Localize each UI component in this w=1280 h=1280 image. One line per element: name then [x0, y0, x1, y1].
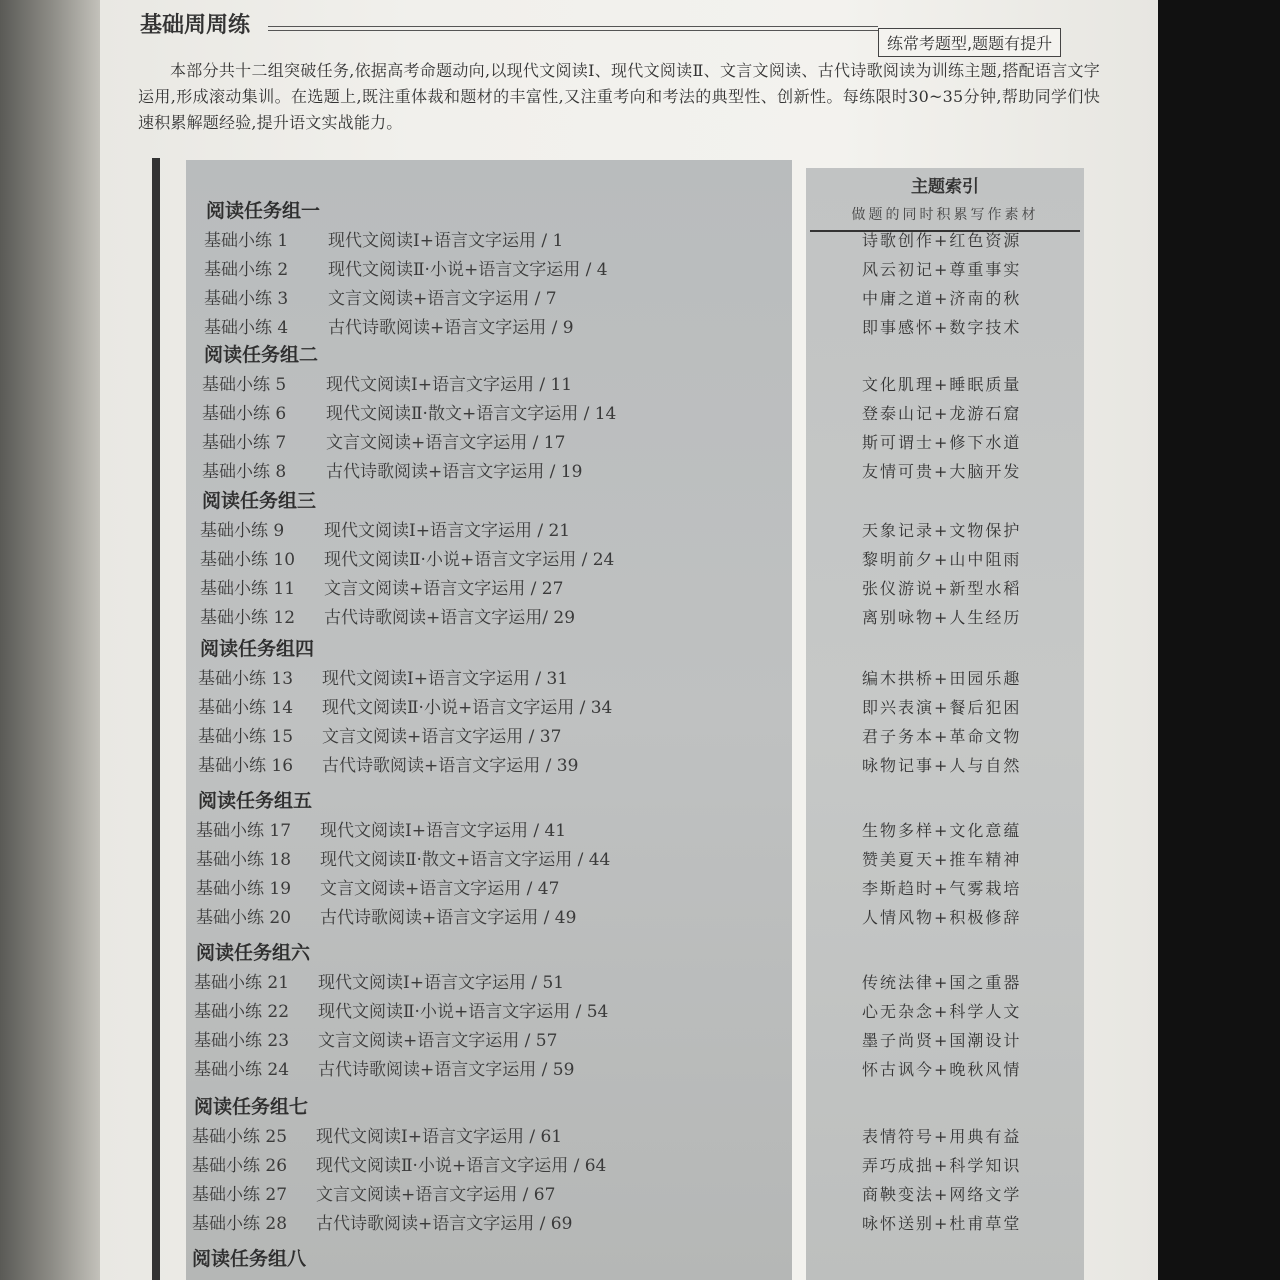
theme-index-title: 主题索引	[911, 177, 979, 197]
background-dark	[1158, 0, 1280, 1280]
theme-entry: 心无杂念+科学人文	[862, 1002, 1022, 1021]
contents-row	[198, 664, 568, 689]
contents-row	[202, 399, 616, 424]
group-title: 阅读任务组一	[206, 200, 321, 222]
theme-entry: 墨子尚贤+国潮设计	[862, 1031, 1022, 1050]
theme-entry: 友情可贵+大脑开发	[862, 462, 1022, 481]
exercise-number: 基础小练 25	[192, 1127, 288, 1147]
contents-row	[194, 997, 608, 1022]
theme-entry: 传统法律+国之重器	[862, 973, 1022, 992]
theme-entry: 中庸之道+济南的秋	[862, 289, 1022, 308]
exercise-title: 现代文阅读Ⅱ·散文+语言文字运用 / 44	[320, 850, 611, 870]
contents-row	[196, 816, 566, 841]
exercise-number: 基础小练 21	[194, 973, 290, 993]
contents-panel	[186, 160, 792, 1280]
exercise-title: 文言文阅读+语言文字运用 / 57	[318, 1031, 558, 1051]
theme-entry: 风云初记+尊重事实	[862, 260, 1022, 279]
exercise-number: 基础小练 2	[204, 260, 289, 280]
exercise-number: 基础小练 24	[194, 1060, 290, 1080]
exercise-number: 基础小练 26	[192, 1156, 288, 1176]
exercise-title: 现代文阅读Ⅰ+语言文字运用 / 51	[318, 973, 565, 993]
contents-row	[194, 1026, 557, 1051]
theme-entry: 赞美夏天+推车精神	[862, 850, 1022, 869]
theme-entry: 怀古讽今+晚秋风情	[862, 1060, 1022, 1079]
section-title: 基础周周练	[140, 13, 251, 38]
exercise-number: 基础小练 18	[196, 850, 292, 870]
exercise-title: 古代诗歌阅读+语言文字运用 / 59	[318, 1060, 575, 1080]
exercise-number: 基础小练 20	[196, 908, 292, 928]
contents-row	[196, 874, 559, 899]
theme-index-subtitle: 做题的同时积累写作素材	[851, 207, 1039, 223]
exercise-title: 现代文阅读Ⅱ·小说+语言文字运用 / 24	[324, 550, 615, 570]
exercise-number: 基础小练 22	[194, 1002, 290, 1022]
contents-row	[192, 1209, 572, 1234]
theme-entry: 弄巧成拙+科学知识	[862, 1156, 1022, 1175]
theme-entry: 人情风物+积极修辞	[862, 908, 1022, 927]
exercise-number: 基础小练 28	[192, 1214, 288, 1234]
contents-row	[196, 845, 610, 870]
theme-entry: 斯可谓士+修下水道	[862, 433, 1022, 452]
section-badge: 练常考题型,题题有提升	[878, 28, 1061, 57]
theme-index-panel	[806, 168, 1084, 1280]
theme-entry: 编木拱桥+田园乐趣	[862, 669, 1022, 688]
exercise-title: 古代诗歌阅读+语言文字运用 / 69	[316, 1214, 573, 1234]
exercise-number: 基础小练 3	[204, 289, 289, 309]
exercise-title: 现代文阅读Ⅰ+语言文字运用 / 41	[320, 821, 567, 841]
exercise-title: 现代文阅读Ⅰ+语言文字运用 / 11	[326, 375, 573, 395]
exercise-title: 文言文阅读+语言文字运用 / 37	[322, 727, 562, 747]
exercise-title: 现代文阅读Ⅰ+语言文字运用 / 21	[324, 521, 571, 541]
contents-row	[200, 516, 570, 541]
theme-entry: 黎明前夕+山中阻雨	[862, 550, 1022, 569]
contents-row	[202, 457, 582, 482]
theme-entry: 咏物记事+人与自然	[862, 756, 1022, 775]
exercise-title: 现代文阅读Ⅱ·小说+语言文字运用 / 34	[322, 698, 613, 718]
exercise-number: 基础小练 19	[196, 879, 292, 899]
exercise-number: 基础小练 7	[202, 433, 287, 453]
theme-entry: 诗歌创作+红色资源	[862, 231, 1022, 250]
exercise-title: 古代诗歌阅读+语言文字运用 / 9	[328, 318, 574, 338]
exercise-number: 基础小练 6	[202, 404, 287, 424]
theme-entry: 商鞅变法+网络文学	[862, 1185, 1022, 1204]
exercise-number: 基础小练 1	[204, 231, 289, 251]
exercise-title: 古代诗歌阅读+语言文字运用 / 49	[320, 908, 577, 928]
theme-entry: 李斯趋时+气雾栽培	[862, 879, 1022, 898]
exercise-title: 现代文阅读Ⅰ+语言文字运用 / 1	[328, 231, 564, 251]
contents-row	[200, 574, 563, 599]
contents-row	[204, 313, 574, 338]
contents-row	[194, 1055, 574, 1080]
exercise-title: 古代诗歌阅读+语言文字运用 / 39	[322, 756, 579, 776]
exercise-title: 现代文阅读Ⅱ·小说+语言文字运用 / 64	[316, 1156, 607, 1176]
group-title: 阅读任务组二	[204, 344, 319, 366]
theme-entry: 即事感怀+数字技术	[862, 318, 1022, 337]
theme-entry: 生物多样+文化意蕴	[862, 821, 1022, 840]
theme-entry: 咏怀送别+杜甫草堂	[862, 1214, 1022, 1233]
contents-row	[192, 1151, 606, 1176]
contents-row	[204, 255, 608, 280]
exercise-number: 基础小练 12	[200, 608, 296, 628]
contents-row	[202, 428, 565, 453]
contents-row	[198, 693, 612, 718]
exercise-title: 文言文阅读+语言文字运用 / 27	[324, 579, 564, 599]
exercise-number: 基础小练 13	[198, 669, 294, 689]
exercise-title: 现代文阅读Ⅰ+语言文字运用 / 31	[322, 669, 569, 689]
exercise-title: 文言文阅读+语言文字运用 / 47	[320, 879, 560, 899]
exercise-number: 基础小练 10	[200, 550, 296, 570]
exercise-number: 基础小练 9	[200, 521, 285, 541]
exercise-title: 现代文阅读Ⅱ·散文+语言文字运用 / 14	[326, 404, 617, 424]
contents-row	[202, 370, 572, 395]
exercise-title: 古代诗歌阅读+语言文字运用 / 19	[326, 462, 583, 482]
contents-row	[196, 903, 576, 928]
exercise-number: 基础小练 15	[198, 727, 294, 747]
group-title: 阅读任务组三	[202, 490, 317, 512]
theme-entry: 离别咏物+人生经历	[862, 608, 1022, 627]
exercise-number: 基础小练 5	[202, 375, 287, 395]
theme-entry: 即兴表演+餐后犯困	[862, 698, 1022, 717]
exercise-number: 基础小练 8	[202, 462, 287, 482]
group-title: 阅读任务组四	[200, 638, 315, 660]
contents-row	[192, 1122, 562, 1147]
exercise-title: 古代诗歌阅读+语言文字运用/ 29	[324, 608, 576, 628]
theme-entry: 登泰山记+龙游石窟	[862, 404, 1022, 423]
group-title: 阅读任务组五	[198, 790, 313, 812]
exercise-number: 基础小练 16	[198, 756, 294, 776]
theme-entry: 表情符号+用典有益	[862, 1127, 1022, 1146]
header-rule	[268, 26, 878, 27]
exercise-title: 文言文阅读+语言文字运用 / 7	[328, 289, 557, 309]
theme-entry: 张仪游说+新型水稻	[862, 579, 1022, 598]
intro-paragraph: 本部分共十二组突破任务,依据高考命题动向,以现代文阅读Ⅰ、现代文阅读Ⅱ、文言文阅读、古代诗歌阅读为训练主题,搭配语言文字运用,形成滚动集训。在选题上,既注重体裁和题材的丰富性,又注重考向和考法的典型性、创新性。每练限时30~35分钟,帮助同学们快速积累解题经验,提升语文实战能力。	[138, 61, 1100, 132]
theme-entry: 君子务本+革命文物	[862, 727, 1022, 746]
contents-row	[192, 1180, 555, 1205]
contents-row	[198, 722, 561, 747]
contents-row	[204, 226, 563, 251]
theme-entry: 文化肌理+睡眠质量	[862, 375, 1022, 394]
contents-row	[198, 751, 578, 776]
exercise-number: 基础小练 4	[204, 318, 289, 338]
exercise-number: 基础小练 14	[198, 698, 294, 718]
group-title: 阅读任务组八	[192, 1248, 307, 1270]
exercise-number: 基础小练 11	[200, 579, 296, 599]
exercise-title: 文言文阅读+语言文字运用 / 17	[326, 433, 566, 453]
exercise-number: 基础小练 23	[194, 1031, 290, 1051]
exercise-number: 基础小练 17	[196, 821, 292, 841]
contents-row	[200, 603, 575, 628]
exercise-title: 文言文阅读+语言文字运用 / 67	[316, 1185, 556, 1205]
contents-row	[194, 968, 564, 993]
exercise-number: 基础小练 27	[192, 1185, 288, 1205]
book-page	[100, 0, 1158, 1280]
theme-entry: 天象记录+文物保护	[862, 521, 1022, 540]
exercise-title: 现代文阅读Ⅰ+语言文字运用 / 61	[316, 1127, 563, 1147]
exercise-title: 现代文阅读Ⅱ·小说+语言文字运用 / 54	[318, 1002, 609, 1022]
exercise-title: 现代文阅读Ⅱ·小说+语言文字运用 / 4	[328, 260, 608, 280]
group-title: 阅读任务组七	[194, 1096, 309, 1118]
contents-row	[200, 545, 614, 570]
header-rule-secondary	[268, 30, 878, 31]
left-accent-bar	[152, 158, 160, 1280]
contents-row	[204, 284, 557, 309]
group-title: 阅读任务组六	[196, 942, 311, 964]
